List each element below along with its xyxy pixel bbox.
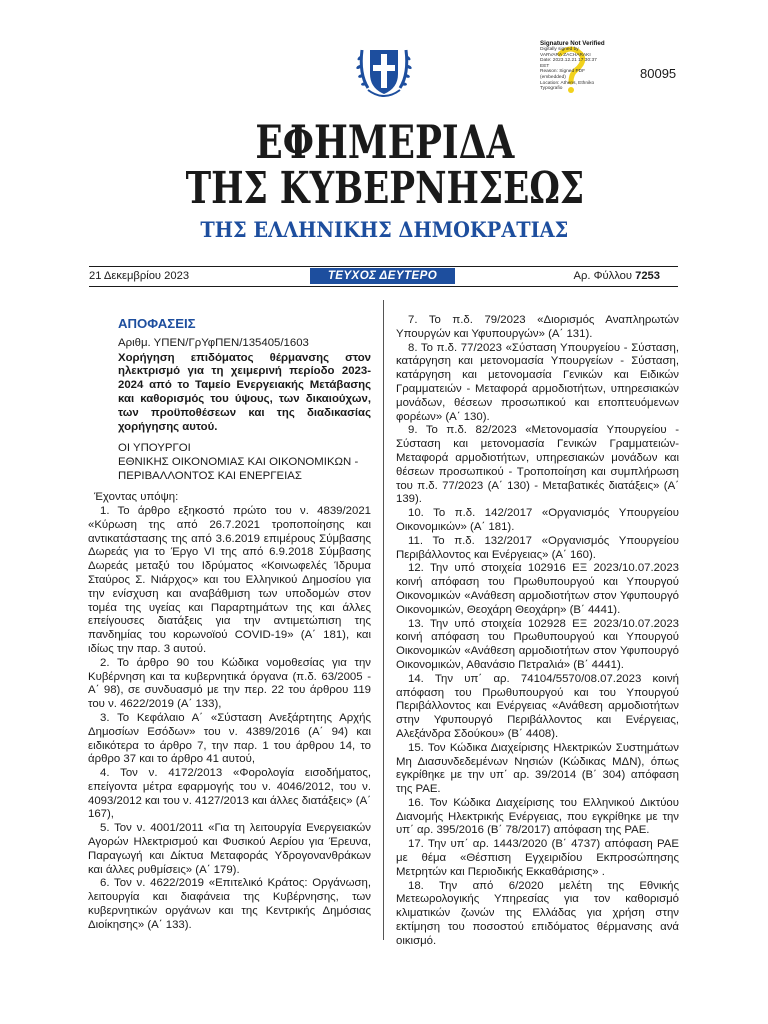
clause-item: 9. Το π.δ. 82/2023 «Μετονομασία Υπουργείου - Σύσταση και μετονομασία Γενικών Γραμματειών- Μεταφορά αρμοδιοτήτων, υπηρεσιακών μονάδων και θέσεων προσωπικού - Τροποποίηση και συμπλήρωση του π.δ. 77/2023 (Α΄ 130) - Μεταβατικές διατάξεις» (Α΄ 139). — [396, 424, 679, 506]
section-heading: ΑΠΟΦΑΣΕΙΣ — [118, 316, 196, 331]
issue-series-badge: ΤΕΥΧΟΣ ΔΕΥΤΕΡΟ — [310, 268, 455, 284]
signature-details: Digitally signed by VARVARA ZACHARAKI Date: 2023.12.21 17:30:37 EET Reason: Signed PDF (embedded) Location: Athens, Ethniko Typografio — [540, 47, 597, 92]
clause-item: 12. Την υπό στοιχεία 102916 ΕΞ 2023/10.07.2023 κοινή απόφαση του Πρωθυπουργού και Υπουργού Οικονομικών «Ανάθεση αρμοδιοτήτων στον Υφυπουργό Οικονομικών, Θεοχάρη Θεοχάρη» (Β΄ 4441). — [396, 562, 679, 616]
greek-coat-of-arms-icon — [354, 40, 414, 104]
clause-item: 10. Το π.δ. 142/2017 «Οργανισμός Υπουργείου Οικονομικών» (Α΄ 181). — [396, 507, 679, 533]
clause-item: 5. Τον ν. 4001/2011 «Για τη λειτουργία Ενεργειακών Αγορών Ηλεκτρισμού και Φυσικού Αερίου για Έρευνα, Παραγωγή και Δίκτυα Μεταφοράς Υδρογονανθράκων και άλλες ρυθμίσεις» (Α΄ 179). — [88, 822, 371, 876]
issue-bar-top-rule — [89, 266, 678, 267]
masthead-title-line2: ΤΗΣ ΚΥΒΕΡΝΗΣΕΩΣ — [185, 163, 585, 214]
clause-item: 13. Την υπό στοιχεία 102928 ΕΞ 2023/10.07.2023 κοινή απόφαση του Πρωθυπουργού και Υπουργού Οικονομικών «Ανάθεση αρμοδιοτήτων στον Υφυπουργό Οικονομικών, Αθανάσιο Πετραλιά» (Β΄ 4441). — [396, 617, 679, 671]
ministers-heading: ΟΙ ΥΠΟΥΡΓΟΙ ΕΘΝΙΚΗΣ ΟΙΚΟΝΟΜΙΑΣ ΚΑΙ ΟΙΚΟΝΟΜΙΚΩΝ - ΠΕΡΙΒΑΛΛΟΝΤΟΣ ΚΑΙ ΕΝΕΡΓΕΙΑΣ — [118, 442, 359, 482]
document-number: 80095 — [640, 66, 677, 81]
clause-item: 8. Το π.δ. 77/2023 «Σύσταση Υπουργείου - Σύσταση, κατάργηση και μετονομασία Υπουργείων - Σύσταση, κατάργηση και μετονομασία Γενικών και Ειδικών Γραμματειών - Μεταφορά αρμοδιοτήτων, υπηρεσιακών μονάδων, θέσεων προσωπικού και εποπτευόμενων φορέων» (Α΄ 130). — [396, 341, 679, 423]
right-column — [396, 314, 679, 949]
clause-item: 18. Την από 6/2020 μελέτη της Εθνικής Μετεωρολογικής Υπηρεσίας για τον καθορισμό κλιματικών ζωνών της Ελλάδας για χρήση στην εκτίμηση του ποσοστού επιδόματος θέρμανσης ανά οικισμό. — [396, 879, 679, 947]
clause-item: 3. Το Κεφάλαιο Α΄ «Σύσταση Ανεξάρτητης Αρχής Δημοσίων Εσόδων» του ν. 4389/2016 (Α΄ 94) και ειδικότερα το άρθρο 7, την παρ. 1 του άρθρου 14, το άρθρο 37 και το άρθρο 41 αυτού, — [88, 711, 371, 766]
clause-item: 7. Το π.δ. 79/2023 «Διορισμός Αναπληρωτών Υπουργών και Υφυπουργών» (Α΄ 131). — [396, 314, 679, 340]
sheet-number: Αρ. Φύλλου 7253 — [573, 270, 660, 282]
decision-subject: Χορήγηση επιδόματος θέρμανσης στον ηλεκτρισμό για τη χειμερινή περίοδο 2023-2024 από το Ταμείο Ενεργειακής Μετάβασης και καθορισμός του ύψους, των δικαιούχων, των προϋποθέσεων και της διαδικασίας χορήγησης αυτού. — [118, 351, 371, 433]
clause-item: 1. Το άρθρο εξηκοστό πρώτο του ν. 4839/2021 «Κύρωση της από 26.7.2021 τροποποίησης και αντικατάστασης της από 3.6.2019 επιμέρους Σύμβασης Δωρεάς για το Έργο VI της από 6.9.2018 Σύμβασης Δωρεάς μεταξύ του Ιδρύματος «Κοινωφελές Ίδρυμα Σταύρος Σ. Νιάρχος» και του Ελληνικού Δημοσίου για την ενίσχυση και αναβάθμιση των υποδομών στον τομέα της υγείας και Παραρτημάτων της και άλλες επείγουσες διατάξεις για την αντιμετώπιση της πανδημίας του κορωνοϊού COVID-19» (Α΄ 181), και ιδίως την παρ. 3 αυτού. — [88, 504, 371, 655]
masthead-subtitle: ΤΗΣ ΕΛΛΗΝΙΚΗΣ ΔΗΜΟΚΡΑΤΙΑΣ — [200, 217, 569, 242]
issue-bar — [89, 268, 678, 285]
signature-status: Signature Not Verified — [540, 40, 605, 47]
column-divider — [383, 300, 384, 940]
clause-item: 15. Τον Κώδικα Διαχείρισης Ηλεκτρικών Συστημάτων Μη Διασυνδεδεμένων Νησιών (Κώδικας ΜΔΝ), όπως εγκρίθηκε με την υπ΄ αρ. 39/2014 (Β΄ 304) απόφαση της ΡΑΕ. — [396, 741, 679, 796]
issue-date: 21 Δεκεμβρίου 2023 — [89, 270, 190, 282]
clause-item: 17. Την υπ΄ αρ. 1443/2020 (Β΄ 4737) απόφαση ΡΑΕ με θέμα «Θέσπιση Εγχειριδίου Εκπροσώπησης Μετρητών και Περιοδικής Εκκαθάρισης» . — [396, 838, 679, 878]
clause-item: 16. Τον Κώδικα Διαχείρισης του Ελληνικού Δικτύου Διανομής Ηλεκτρικής Ενέργειας, που εγκρίθηκε με την υπ΄ αρ. 395/2016 (Β΄ 78/2017) απόφαση της ΡΑΕ. — [396, 796, 679, 837]
left-column — [88, 317, 371, 933]
clause-item: 6. Τον ν. 4622/2019 «Επιτελικό Κράτος: Οργάνωση, λειτουργία και διαφάνεια της Κυβέρνησης, των κυβερνητικών οργάνων και της Κεντρικής Δημόσιας Διοίκησης» (Α΄ 133). — [88, 877, 371, 931]
clause-item: 4. Τον ν. 4172/2013 «Φορολογία εισοδήματος, επείγοντα μέτρα εφαρμογής του ν. 4046/2012, του ν. 4093/2012 και του ν. 4127/2013 και άλλες διατάξεις» (Α΄ 167), — [88, 767, 371, 821]
issue-bar-bottom-rule — [89, 286, 678, 287]
clause-item: 11. Το π.δ. 132/2017 «Οργανισμός Υπουργείου Περιβάλλοντος και Ενέργειας» (Α΄ 160). — [396, 534, 679, 561]
clause-item: 2. Το άρθρο 90 του Κώδικα νομοθεσίας για την Κυβέρνηση και τα κυβερνητικά όργανα (π.δ. 63/2005 - Α΄ 98), σε συνδυασμό με την περ. 22 του άρθρου 119 του ν. 4622/2019 (Α΄ 133), — [88, 656, 371, 711]
digital-signature-block[interactable] — [540, 40, 620, 102]
masthead-title-line1: ΕΦΗΜΕΡΙΔΑ — [255, 115, 515, 169]
clause-item: 14. Την υπ΄ αρ. 74104/5570/08.07.2023 κοινή απόφαση του Πρωθυπουργού και του Υπουργού Περιβάλλοντος και Ενέργειας «Ανάθεση αρμοδιοτήτων στην Υφυπουργό Περιβάλλοντος και Ενέργειας, Αλεξάνδρα Σδούκου» (Β΄ 4408). — [396, 672, 679, 740]
decision-reference: Αριθμ. ΥΠΕΝ/ΓρΥφΠΕΝ/135405/1603 — [118, 336, 309, 349]
having-regard-label: Έχοντας υπόψη: — [94, 491, 179, 504]
